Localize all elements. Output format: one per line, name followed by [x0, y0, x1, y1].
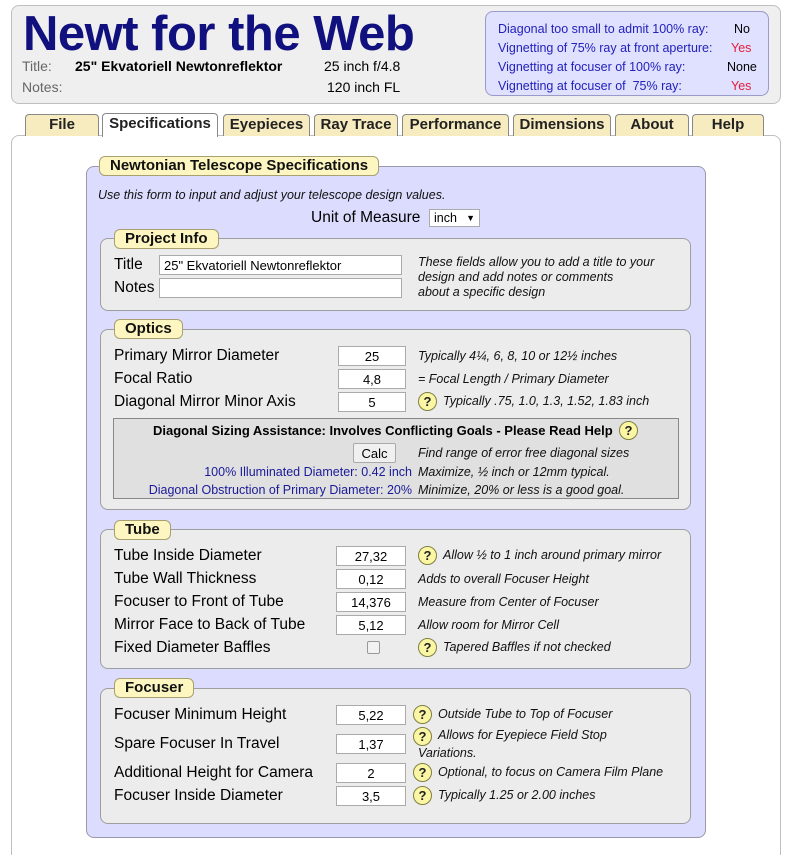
- focal-hint: = Focal Length / Primary Diameter: [418, 372, 609, 386]
- chevron-down-icon: ▼: [466, 213, 475, 223]
- obstruction-text: Diagonal Obstruction of Primary Diameter: 20%: [148, 483, 412, 497]
- help-icon[interactable]: ?: [413, 727, 432, 746]
- focal-input[interactable]: [338, 369, 406, 389]
- spec-intro: Use this form to input and adjust your telescope design values.: [98, 188, 446, 202]
- primary-input[interactable]: [338, 346, 406, 366]
- title-value: 25" Ekvatoriell Newtonreflektor: [75, 58, 283, 74]
- focal-label: Focal Ratio: [114, 370, 193, 387]
- project-title-label: Title: [114, 256, 143, 273]
- spec-legend: Newtonian Telescope Specifications: [99, 156, 379, 176]
- tab-dimensions[interactable]: Dimensions: [513, 114, 611, 136]
- title-label: Title:: [22, 58, 52, 74]
- status-focuser75-label: Vignetting at focuser of 75% ray:: [498, 79, 682, 93]
- project-hint-1: These fields allow you to add a title to your: [418, 255, 655, 269]
- focuser-camera-hint: Optional, to focus on Camera Film Plane: [438, 765, 664, 779]
- tube-wall-label: Tube Wall Thickness: [114, 570, 257, 587]
- focuser-min-hint: Outside Tube to Top of Focuser: [438, 707, 613, 721]
- help-icon[interactable]: ?: [418, 546, 437, 565]
- obstruction-hint: Minimize, 20% or less is a good goal.: [418, 483, 625, 497]
- project-hint-2: design and add notes or comments: [418, 270, 614, 284]
- project-notes-input[interactable]: [159, 278, 402, 298]
- project-title-input[interactable]: [159, 255, 402, 275]
- tube-wall-input[interactable]: [336, 569, 406, 589]
- tab-performance[interactable]: Performance: [402, 114, 509, 136]
- help-icon[interactable]: ?: [619, 421, 638, 440]
- help-icon[interactable]: ?: [413, 786, 432, 805]
- baffles-label: Fixed Diameter Baffles: [114, 639, 271, 656]
- focuser-min-input[interactable]: [336, 705, 406, 725]
- app-title: Newt for the Web: [23, 7, 415, 61]
- project-legend: Project Info: [114, 229, 219, 249]
- header-panel: [11, 5, 781, 104]
- status-focuser75-value: Yes: [731, 79, 752, 93]
- focuser-camera-label: Additional Height for Camera: [114, 764, 314, 781]
- illum-diameter-text: 100% Illuminated Diameter: 0.42 inch: [204, 465, 412, 479]
- status-diag-value: No: [734, 22, 750, 36]
- tab-ray-trace[interactable]: Ray Trace: [314, 114, 398, 136]
- diag-input[interactable]: [338, 392, 406, 412]
- focuser-spare-label: Spare Focuser In Travel: [114, 735, 280, 752]
- status-diag-label: Diagonal too small to admit 100% ray:: [498, 22, 709, 36]
- baffles-checkbox[interactable]: [367, 641, 380, 654]
- focuser-inner-input[interactable]: [336, 786, 406, 806]
- focuser-inner-hint: Typically 1.25 or 2.00 inches: [438, 788, 596, 802]
- tab-about[interactable]: About: [615, 114, 689, 136]
- diag-assist-title: Diagonal Sizing Assistance: Involves Conflicting Goals - Please Read Help: [153, 423, 613, 438]
- project-hint-3: about a specific design: [418, 285, 546, 299]
- status-focuser100-label: Vignetting at focuser of 100% ray:: [498, 60, 686, 74]
- calc-button[interactable]: Calc: [353, 443, 396, 463]
- primary-hint: Typically 4¼, 6, 8, 10 or 12½ inches: [418, 349, 618, 363]
- primary-label: Primary Mirror Diameter: [114, 347, 280, 364]
- illum-hint: Maximize, ½ inch or 12mm typical.: [418, 465, 610, 479]
- status-box: [485, 11, 769, 96]
- help-icon[interactable]: ?: [413, 763, 432, 782]
- spec-line-1: 25 inch f/4.8: [324, 58, 401, 74]
- tab-specifications[interactable]: Specifications: [102, 113, 218, 137]
- tube-back-input[interactable]: [336, 615, 406, 635]
- calc-hint: Find range of error free diagonal sizes: [418, 446, 630, 460]
- focuser-spare-input[interactable]: [336, 734, 406, 754]
- baffles-hint: Tapered Baffles if not checked: [443, 640, 611, 654]
- tube-legend: Tube: [114, 520, 171, 540]
- diag-hint: Typically .75, 1.0, 1.3, 1.52, 1.83 inch: [443, 394, 650, 408]
- focuser-inner-label: Focuser Inside Diameter: [114, 787, 283, 804]
- tube-front-hint: Measure from Center of Focuser: [418, 595, 599, 609]
- tube-front-label: Focuser to Front of Tube: [114, 593, 284, 610]
- optics-legend: Optics: [114, 319, 183, 339]
- focuser-spare-hint-1: Allows for Eyepiece Field Stop: [438, 728, 607, 742]
- status-focuser100-value: None: [727, 60, 757, 74]
- status-front-label: Vignetting of 75% ray at front aperture:: [498, 41, 713, 55]
- status-front-value: Yes: [731, 41, 752, 55]
- help-icon[interactable]: ?: [413, 705, 432, 724]
- unit-label: Unit of Measure: [311, 209, 421, 226]
- unit-select-value: inch: [434, 211, 457, 225]
- tab-file[interactable]: File: [25, 114, 99, 136]
- tube-inside-label: Tube Inside Diameter: [114, 547, 262, 564]
- tube-front-input[interactable]: [336, 592, 406, 612]
- focuser-camera-input[interactable]: [336, 763, 406, 783]
- tube-back-hint: Allow room for Mirror Cell: [418, 618, 559, 632]
- tab-eyepieces[interactable]: Eyepieces: [223, 114, 310, 136]
- tube-back-label: Mirror Face to Back of Tube: [114, 616, 306, 633]
- spec-line-2: 120 inch FL: [327, 79, 401, 95]
- tube-inside-input[interactable]: [336, 546, 406, 566]
- tube-inside-hint: Allow ½ to 1 inch around primary mirror: [443, 548, 662, 562]
- focuser-spare-hint-2: Variations.: [418, 746, 477, 760]
- help-icon[interactable]: ?: [418, 392, 437, 411]
- project-notes-label: Notes: [114, 279, 155, 296]
- diag-label: Diagonal Mirror Minor Axis: [114, 393, 296, 410]
- help-icon[interactable]: ?: [418, 638, 437, 657]
- focuser-legend: Focuser: [114, 678, 194, 698]
- unit-select[interactable]: [429, 209, 480, 227]
- tab-help[interactable]: Help: [692, 114, 764, 136]
- focuser-min-label: Focuser Minimum Height: [114, 706, 287, 723]
- notes-label: Notes:: [22, 79, 63, 95]
- tube-wall-hint: Adds to overall Focuser Height: [418, 572, 589, 586]
